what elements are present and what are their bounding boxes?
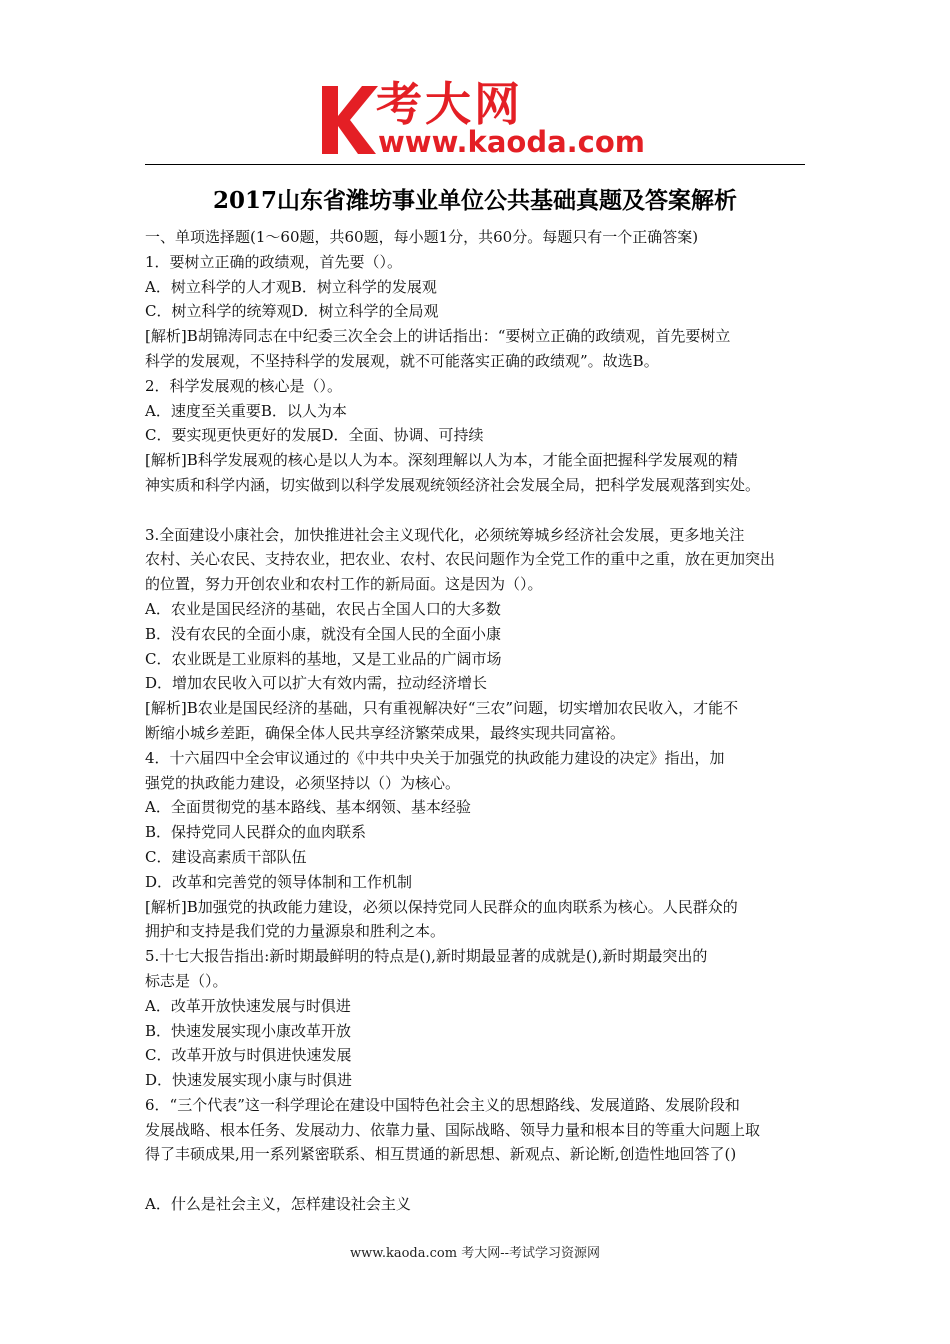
- document-title: 2017山东省潍坊事业单位公共基础真题及答案解析: [212, 187, 737, 214]
- text-line: A．全面贯彻党的基本路线、基本纲领、基本经验: [145, 798, 471, 817]
- text-line: 6．“三个代表”这一科学理论在建设中国特色社会主义的思想路线、发展道路、发展阶段和: [145, 1095, 740, 1114]
- text-line: C．建设高素质干部队伍: [145, 847, 307, 866]
- text-line: A．速度至关重要B．以人为本: [145, 401, 347, 420]
- text-line: 的位置，努力开创农业和农村工作的新局面。这是因为（）。: [145, 575, 543, 594]
- logo-brand-url: www.kaoda.com: [378, 125, 645, 159]
- text-line: 强党的执政能力建设，必须坚持以（）为核心。: [145, 773, 461, 792]
- text-line: C．改革开放与时俱进快速发展: [145, 1046, 352, 1065]
- text-line: D．快速发展实现小康与时俱进: [145, 1071, 353, 1090]
- text-line: 断缩小城乡差距，确保全体人民共享经济繁荣成果，最终实现共同富裕。: [145, 723, 626, 742]
- text-line: A．农业是国民经济的基础，农民占全国人口的大多数: [145, 599, 501, 618]
- text-line: C．农业既是工业原料的基地，又是工业品的广阔市场: [145, 649, 502, 668]
- text-line: A．树立科学的人才观B．树立科学的发展观: [145, 277, 437, 296]
- text-line: [解析]B农业是国民经济的基础，只有重视解决好“三农”问题，切实增加农民收入，才能不: [145, 699, 739, 718]
- text-line: 拥护和支持是我们党的力量源泉和胜利之本。: [145, 922, 446, 941]
- document-body: [145, 225, 810, 1217]
- text-line: D．增加农民收入可以扩大有效内需，拉动经济增长: [145, 674, 488, 693]
- text-line: D．改革和完善党的领导体制和工作机制: [145, 872, 413, 891]
- page-footer: www.kaoda.com 考大网--考试学习资源网: [350, 1246, 600, 1261]
- text-line: 4．十六届四中全会审议通过的《中共中央关于加强党的执政能力建设的决定》指出，加: [145, 748, 725, 767]
- text-line: [解析]B胡锦涛同志在中纪委三次全会上的讲话指出：“要树立正确的政绩观，首先要树立: [145, 327, 731, 346]
- text-line: 神实质和科学内涵，切实做到以科学发展观统领经济社会发展全局，把科学发展观落到实处。: [145, 475, 761, 494]
- text-line: B．没有农民的全面小康，就没有全国人民的全面小康: [145, 624, 502, 643]
- text-line: A．改革开放快速发展与时俱进: [145, 996, 351, 1015]
- logo-brand-chinese: 考大网: [376, 77, 523, 131]
- text-line: 一、单项选择题(1～60题，共60题，每小题1分，共60分。每题只有一个正确答案): [145, 228, 699, 246]
- text-line: 5.十七大报告指出:新时期最鲜明的特点是(),新时期最显著的成就是(),新时期最突出的: [145, 947, 708, 966]
- text-line: 发展战略、根本任务、发展动力、依靠力量、国际战略、领导力量和根本目的等重大问题上取: [145, 1120, 761, 1139]
- text-line: 标志是（）。: [145, 971, 228, 990]
- text-line: [解析]B科学发展观的核心是以人为本。深刻理解以人为本，才能全面把握科学发展观的精: [145, 451, 738, 470]
- text-line: 2．科学发展观的核心是（）。: [145, 376, 343, 395]
- blank-line: [145, 1167, 810, 1192]
- text-line: 农村、关心农民、支持农业，把农业、农村、农民问题作为全党工作的重中之重，放在更加突出: [145, 550, 776, 569]
- text-line: 科学的发展观，不坚持科学的发展观，就不可能落实正确的政绩观”。故选B。: [145, 351, 659, 370]
- text-line: C．树立科学的统筹观D．树立科学的全局观: [145, 302, 439, 321]
- text-line: C．要实现更快更好的发展D．全面、协调、可持续: [145, 426, 484, 445]
- text-line: B．快速发展实现小康改革开放: [145, 1021, 352, 1040]
- header-divider: [145, 164, 805, 165]
- text-line: A．什么是社会主义，怎样建设社会主义: [145, 1195, 411, 1214]
- text-line: 1．要树立正确的政绩观，首先要（）。: [145, 252, 403, 271]
- kaoda-logo: [318, 77, 645, 160]
- text-line: 得了丰硕成果,用一系列紧密联系、相互贯通的新思想、新观点、新论断,创造性地回答了(): [145, 1145, 737, 1164]
- k-logo-icon: [318, 80, 380, 160]
- text-line: [解析]B加强党的执政能力建设，必须以保持党同人民群众的血肉联系为核心。人民群众的: [145, 897, 738, 916]
- blank-line: [145, 498, 810, 523]
- text-line: 3.全面建设小康社会，加快推进社会主义现代化，必须统筹城乡经济社会发展，更多地关注: [145, 525, 745, 544]
- text-line: B．保持党同人民群众的血肉联系: [145, 823, 367, 842]
